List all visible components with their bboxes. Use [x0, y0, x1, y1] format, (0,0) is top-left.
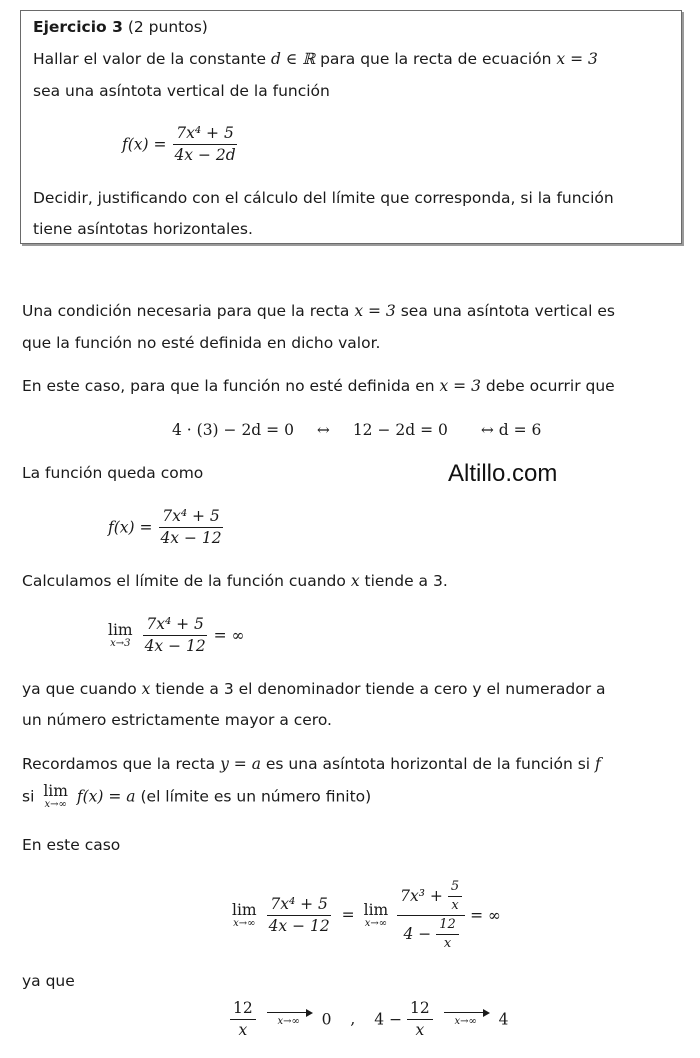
- numerator: 7x⁴ + 5: [173, 125, 237, 145]
- exercise-box: [20, 10, 682, 244]
- math-fx-eq-a: f(x) = a: [76, 787, 136, 806]
- math-x: x: [350, 572, 360, 590]
- solution-text: tiende a 3.: [364, 572, 448, 590]
- fraction-12-over-x: [230, 1000, 256, 1040]
- solution-p1-line2: que la función no esté definida en dicho valor.: [22, 334, 381, 352]
- exercise-points: (2 puntos): [127, 18, 208, 36]
- exercise-title: Ejercicio 3: [33, 18, 123, 36]
- numerator: 5: [448, 880, 462, 897]
- math-fx: f(x) =: [108, 518, 153, 537]
- fraction-12-over-x: [407, 1000, 433, 1040]
- numerator: [397, 880, 465, 916]
- numerator: 12: [407, 1000, 433, 1020]
- denominator: x: [238, 1020, 248, 1039]
- exercise-line-2: sea una asíntota vertical de la función: [33, 82, 330, 100]
- solution-text: si: [22, 787, 35, 806]
- solution-p2: [22, 377, 615, 395]
- math-fx: f(x) =: [122, 135, 167, 154]
- exercise-text: para que la recta de ecuación: [320, 50, 552, 68]
- denominator: [401, 916, 462, 952]
- equation-part-a: 4 · (3) − 2d = 0: [172, 421, 294, 439]
- arrow-icon: [444, 1012, 488, 1013]
- solution-text: En este caso, para que la función no esté definida en: [22, 377, 435, 395]
- solution-p5-line2: un número estrictamente mayor a cero.: [22, 711, 332, 729]
- function-definition-new: [108, 508, 225, 548]
- solution-text: Una condición necesaria para que la recta: [22, 302, 350, 320]
- exercise-question-line-2: tiene asíntotas horizontales.: [33, 220, 253, 238]
- fraction-12-over-x: [436, 918, 459, 952]
- numerator-term: 7x³ +: [400, 886, 443, 905]
- limit-value-four: 4: [498, 1010, 509, 1029]
- solution-p8: ya que: [22, 972, 75, 990]
- math-x-eq-3: x = 3: [439, 377, 481, 395]
- arrow-subscript: x→∞: [277, 1016, 300, 1028]
- lim-subscript: x→3: [110, 637, 131, 649]
- math-x-eq-3: x = 3: [556, 50, 598, 68]
- lim-operator: [364, 903, 389, 929]
- arrow-subscript: x→∞: [454, 1016, 477, 1028]
- solution-text: (el límite es un número finito): [140, 787, 372, 806]
- solution-p6-line2: [22, 784, 371, 810]
- limit-value-zero: 0: [321, 1010, 332, 1029]
- lim-word: lim: [363, 901, 389, 920]
- solution-text: debe ocurrir que: [485, 377, 615, 395]
- equation-part-c: ↔ d = 6: [480, 421, 542, 439]
- equals-infinity: = ∞: [213, 626, 245, 645]
- lim-subscript: x→∞: [44, 798, 67, 810]
- numerator: 7x⁴ + 5: [143, 616, 207, 636]
- watermark-logo: Altillo.com: [448, 460, 558, 487]
- numerator: 7x⁴ + 5: [267, 896, 331, 916]
- denominator: x: [443, 935, 452, 951]
- function-definition-original: [122, 125, 239, 165]
- equation-d-solve: [172, 421, 541, 439]
- denominator: 4x − 12: [268, 916, 330, 935]
- exercise-line-1: [33, 50, 598, 68]
- arrow-to-infinity: [267, 1012, 311, 1027]
- solution-text: sea una asíntota vertical es: [400, 302, 615, 320]
- exercise-question-line-1: Decidir, justificando con el cálculo del límite que corresponda, si la función: [33, 189, 614, 207]
- fraction-new: [157, 508, 224, 548]
- fraction-inf-2: [397, 880, 465, 952]
- numerator: 7x⁴ + 5: [159, 508, 223, 528]
- solution-text: es una asíntota horizontal de la función si: [265, 755, 591, 773]
- denominator: 4x − 2d: [174, 145, 236, 164]
- math-y-eq-a: y = a: [220, 755, 261, 773]
- arrow-icon: [267, 1012, 311, 1013]
- four-minus: 4 −: [374, 1010, 403, 1029]
- math-x-eq-3: x = 3: [354, 302, 396, 320]
- solution-p5-line1: [22, 680, 606, 698]
- math-x: x: [141, 680, 151, 698]
- lim-word: lim: [108, 621, 133, 640]
- limits-explanation: [230, 1000, 509, 1040]
- solution-p1-line1: [22, 302, 615, 320]
- denominator: x: [451, 897, 459, 913]
- numerator: 12: [230, 1000, 256, 1020]
- lim-subscript: x→∞: [364, 917, 388, 929]
- exercise-title-line: [33, 18, 208, 36]
- lim-word: lim: [43, 782, 68, 800]
- fraction-limit-3: [142, 616, 209, 656]
- exercise-text: Hallar el valor de la constante: [33, 50, 267, 68]
- solution-p4: [22, 572, 448, 590]
- solution-text: Calculamos el límite de la función cuando: [22, 572, 346, 590]
- solution-p7: En este caso: [22, 836, 121, 854]
- denominator: 4x − 12: [144, 636, 206, 655]
- fraction-5-over-x: [448, 880, 462, 914]
- limit-at-infinity: [232, 880, 501, 952]
- equation-part-b: 12 − 2d = 0: [352, 421, 448, 439]
- separator-comma: ,: [350, 1010, 356, 1029]
- equals-infinity: = ∞: [470, 906, 501, 925]
- fraction-original: [171, 125, 238, 165]
- equals-sign: =: [341, 906, 355, 925]
- solution-text: Recordamos que la recta: [22, 755, 216, 773]
- numerator: 12: [436, 918, 459, 935]
- arrow-to-infinity: [444, 1012, 488, 1027]
- denominator-term: 4 −: [403, 924, 432, 943]
- solution-text: tiende a 3 el denominador tiende a cero y el numerador a: [155, 680, 606, 698]
- lim-operator: [108, 623, 133, 649]
- iff-symbol: ↔: [316, 421, 330, 439]
- fraction-inf-1: [266, 896, 333, 936]
- solution-p3: La función queda como: [22, 464, 204, 482]
- denominator: x: [415, 1020, 425, 1039]
- lim-subscript: x→∞: [233, 917, 256, 929]
- solution-text: ya que cuando: [22, 680, 137, 698]
- lim-operator: [232, 903, 257, 929]
- denominator: 4x − 12: [160, 528, 222, 547]
- limit-at-3: [108, 616, 245, 656]
- lim-operator: [43, 784, 68, 810]
- math-d-in-r: d ∈ ℝ: [270, 50, 316, 68]
- math-f: f: [595, 755, 601, 773]
- solution-p6-line1: [22, 755, 601, 773]
- lim-word: lim: [232, 901, 257, 920]
